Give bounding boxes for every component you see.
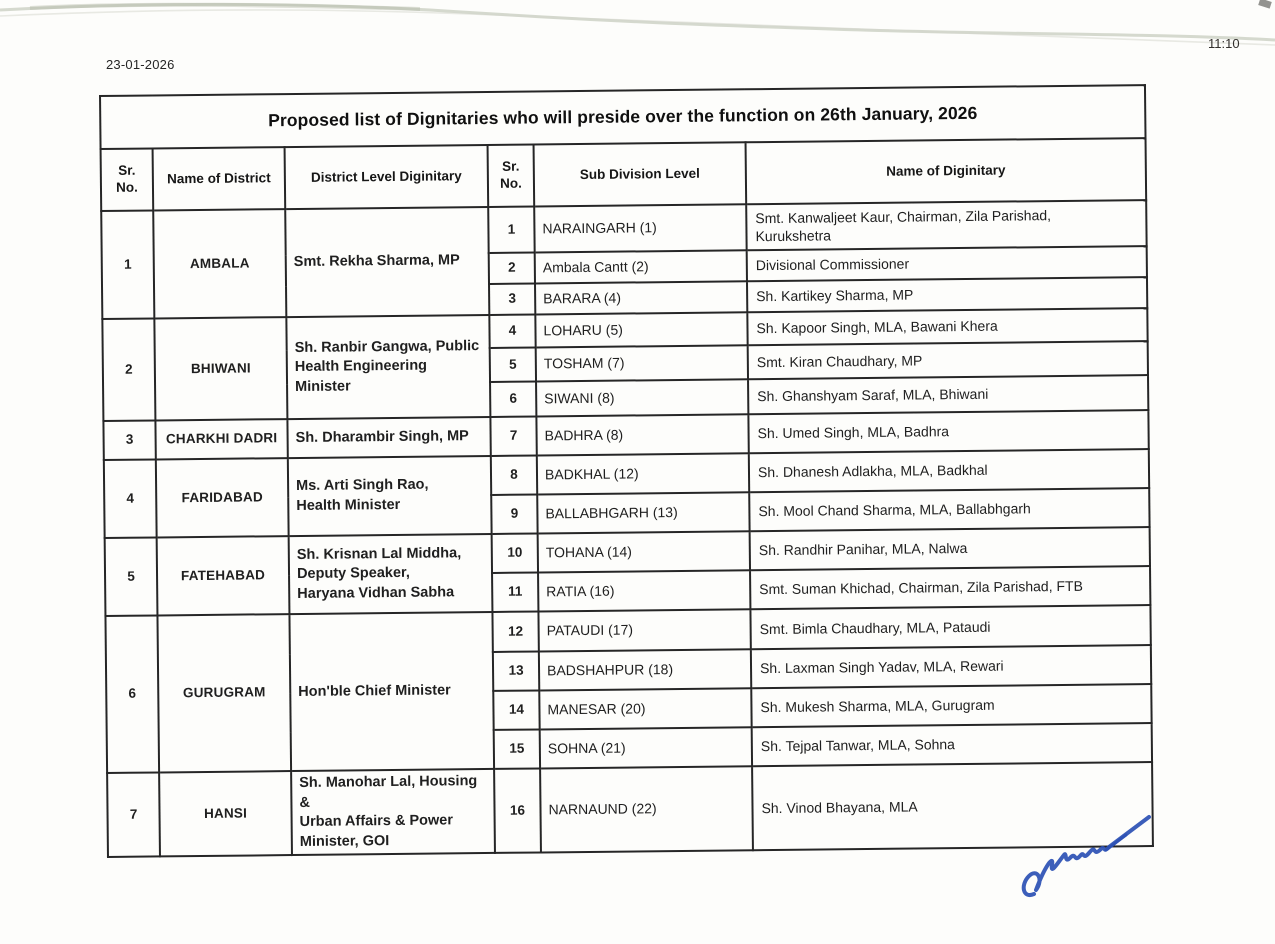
cell-sub-division: SIWANI (8) — [536, 379, 748, 416]
cell-dignitary: Sh. Kartikey Sharma, MP — [747, 277, 1147, 312]
cell-sub-division: BARARA (4) — [535, 281, 747, 314]
cell-sub-sr: 16 — [494, 768, 541, 853]
cell-sub-division: PATAUDI (17) — [538, 609, 750, 651]
cell-sub-sr: 9 — [491, 494, 537, 533]
page-title: Proposed list of Dignitaries who will preside over the function on 26th January, 2026 — [100, 85, 1146, 149]
cell-sub-sr: 14 — [493, 690, 539, 729]
cell-district: GURUGRAM — [157, 614, 291, 772]
cell-dignitary: Smt. Bimla Chaudhary, MLA, Pataudi — [750, 605, 1150, 649]
cell-group-sr: 7 — [107, 772, 160, 857]
scan-edge-artifact — [0, 0, 1275, 60]
cell-dignitary: Sh. Dhanesh Adlakha, MLA, Badkhal — [749, 449, 1149, 492]
cell-group-sr: 3 — [103, 420, 155, 460]
cell-dignitary: Sh. Randhir Panihar, MLA, Nalwa — [750, 527, 1150, 570]
cell-sub-sr: 4 — [489, 314, 535, 347]
cell-sub-sr: 11 — [492, 572, 538, 611]
cell-group-sr: 5 — [105, 537, 158, 616]
cell-sub-sr: 10 — [492, 533, 538, 572]
header-district: Name of District — [153, 147, 286, 210]
header-sr-no: Sr. No. — [101, 148, 154, 211]
cell-sub-division: RATIA (16) — [538, 570, 750, 611]
cell-dignitary: Sh. Ghanshyam Saraf, MLA, Bhiwani — [748, 375, 1148, 414]
cell-sub-division: MANESAR (20) — [539, 688, 751, 729]
cell-district-dignitary: Ms. Arti Singh Rao, Health Minister — [288, 456, 492, 536]
header-sub-sr-no: Sr. No. — [488, 144, 535, 206]
cell-sub-sr: 5 — [490, 347, 536, 381]
cell-sub-sr: 1 — [488, 206, 534, 252]
cell-sub-sr: 3 — [489, 283, 535, 314]
cell-district: BHIWANI — [154, 317, 287, 420]
cell-sub-sr: 6 — [490, 381, 536, 416]
cell-sub-division: BADKHAL (12) — [537, 453, 749, 494]
cell-sub-division: LOHARU (5) — [535, 312, 747, 347]
header-sub-division: Sub Division Level — [534, 142, 747, 206]
cell-group-sr: 4 — [104, 459, 157, 538]
cell-district: CHARKHI DADRI — [155, 419, 287, 459]
cell-dignitary: Sh. Umed Singh, MLA, Badhra — [748, 410, 1148, 453]
dignitaries-table — [99, 84, 1154, 858]
cell-sub-sr: 8 — [491, 455, 537, 494]
cell-district-dignitary: Sh. Manohar Lal, Housing & Urban Affairs & Power Minister, GOI — [291, 769, 495, 855]
cell-sub-sr: 12 — [492, 611, 538, 651]
cell-sub-sr: 7 — [490, 416, 536, 455]
cell-dignitary: Sh. Vinod Bhayana, MLA — [752, 762, 1153, 850]
cell-sub-division: NARNAUND (22) — [540, 766, 753, 852]
cell-district-dignitary: Hon'ble Chief Minister — [289, 612, 494, 771]
cell-group-sr: 2 — [102, 318, 155, 421]
cell-sub-sr: 2 — [489, 252, 535, 283]
cell-dignitary: Sh. Mukesh Sharma, MLA, Gurugram — [751, 684, 1151, 727]
cell-dignitary: Sh. Mool Chand Sharma, MLA, Ballabhgarh — [749, 488, 1149, 531]
scan-corner-speck — [1258, 0, 1272, 9]
cell-group-sr: 6 — [105, 615, 159, 773]
cell-dignitary: Sh. Tejpal Tanwar, MLA, Sohna — [752, 723, 1152, 766]
table-row — [107, 762, 1153, 857]
cell-district-dignitary: Sh. Krisnan Lal Middha, Deputy Speaker, Haryana Vidhan Sabha — [289, 534, 493, 614]
cell-sub-division: TOHANA (14) — [538, 531, 750, 572]
cell-district: AMBALA — [153, 209, 286, 318]
cell-dignitary: Smt. Suman Khichad, Chairman, Zila Parishad, FTB — [750, 566, 1150, 609]
header-dignitary: Name of Diginitary — [746, 138, 1147, 204]
cell-sub-sr: 15 — [494, 729, 540, 768]
cell-sub-division: TOSHAM (7) — [536, 345, 748, 381]
cell-dignitary: Sh. Kapoor Singh, MLA, Bawani Khera — [747, 308, 1147, 345]
header-district-dignitary: District Level Diginitary — [285, 145, 489, 209]
cell-sub-division: BADSHAHPUR (18) — [539, 649, 751, 690]
cell-district: FATEHABAD — [157, 536, 290, 615]
document-time: 11:10 — [1208, 36, 1240, 51]
dignitaries-table-wrapper — [99, 84, 1152, 858]
cell-group-sr: 1 — [101, 210, 154, 319]
cell-district-dignitary: Sh. Dharambir Singh, MP — [287, 417, 490, 458]
cell-sub-division: NARAINGARH (1) — [534, 204, 746, 252]
document-date: 23-01-2026 — [106, 57, 175, 72]
table-header-row — [101, 138, 1147, 211]
cell-sub-division: SOHNA (21) — [540, 727, 752, 768]
cell-district: FARIDABAD — [156, 458, 289, 537]
cell-district-dignitary: Smt. Rekha Sharma, MP — [285, 207, 489, 317]
cell-sub-division: BALLABHGARH (13) — [537, 492, 749, 533]
cell-dignitary: Sh. Laxman Singh Yadav, MLA, Rewari — [751, 645, 1151, 688]
cell-district: HANSI — [159, 771, 292, 857]
cell-district-dignitary: Sh. Ranbir Gangwa, Public Health Engineering Minister — [286, 315, 490, 419]
cell-dignitary: Smt. Kanwaljeet Kaur, Chairman, Zila Parishad, Kurukshetra — [746, 200, 1146, 250]
cell-sub-division: BADHRA (8) — [536, 414, 748, 455]
cell-sub-division: Ambala Cantt (2) — [535, 250, 747, 283]
cell-dignitary: Divisional Commissioner — [747, 246, 1147, 281]
cell-sub-sr: 13 — [493, 651, 539, 690]
cell-dignitary: Smt. Kiran Chaudhary, MP — [748, 341, 1148, 379]
